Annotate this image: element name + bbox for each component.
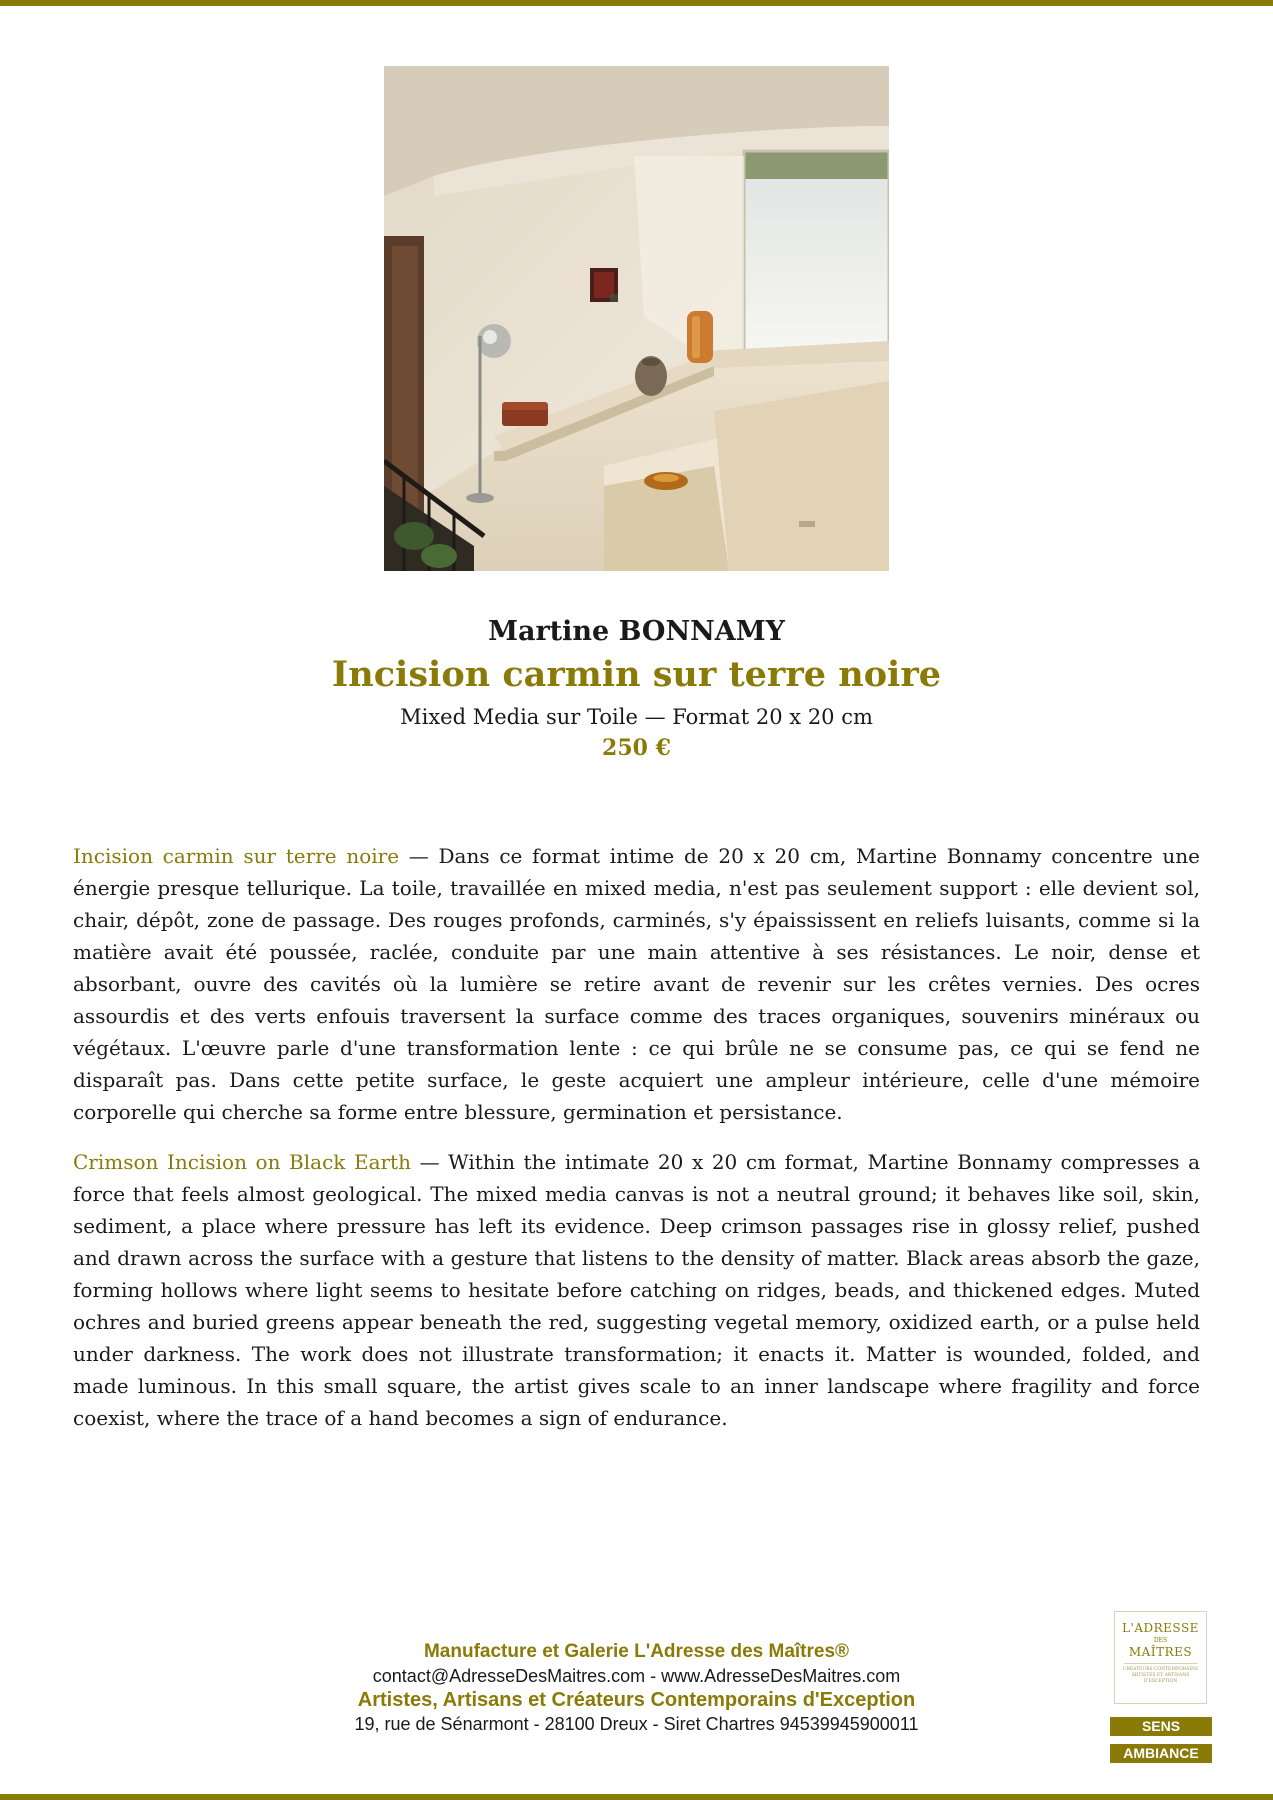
description-fr-text: — Dans ce format intime de 20 x 20 cm, Martine Bonnamy concentre une énergie presque tellurique. La toile, travaillée en mixed media, n'est pas seulement support : elle devient sol, chair, dépôt, zone de passage. Des rouges profonds, carminés, s'y épaississent en reliefs luisants, comme si la matière avait été poussée, raclée, conduite par une main attentive à ses résistances. Le noir, dense et absorbant, ouvre des cavités où la lumière se retire avant de revenir sur les crêtes vernies. Des ocres assourdis et des verts enfouis traversent la surface comme des traces organiques, souvenirs minéraux ou végétaux. L'œuvre parle d'une transformation lente : ce qui brûle ne se consume pas, ce qui se fend ne disparaît pas. Dans cette petite surface, le geste acquiert une ampleur intérieure, celle d'une mémoire corporelle qui cherche sa forme entre blessure, germination et persistance. — [73, 844, 1200, 1124]
badge-ambiance: AMBIANCE — [1110, 1744, 1212, 1763]
artwork-description — [73, 840, 1200, 1452]
bottom-accent-bar — [0, 1794, 1273, 1800]
logo-line-1: L'ADRESSE — [1122, 1621, 1199, 1635]
footer-contact: contact@AdresseDesMaitres.com - www.AdresseDesMaitres.com — [372, 1666, 901, 1686]
logo-line-3: MAÎTRES — [1128, 1645, 1193, 1659]
gallery-logo — [1114, 1611, 1207, 1704]
footer-company: Manufacture et Galerie L'Adresse des Maîtres® — [423, 1641, 850, 1662]
footer-tagline: Artistes, Artisans et Créateurs Contemporains d'Exception — [357, 1689, 916, 1711]
logo-line-4: CRÉATEURS CONTEMPORAINS ARTISTES ET ARTISANS D'EXCEPTION — [1122, 1667, 1199, 1684]
artwork-header — [0, 612, 1273, 764]
artwork-medium: Mixed Media sur Toile — Format 20 x 20 cm — [400, 705, 873, 729]
description-fr-lead: Incision carmin sur terre noire — [73, 844, 400, 868]
description-en-lead: Crimson Incision on Black Earth — [73, 1150, 411, 1174]
artwork-interior-photo — [384, 66, 889, 571]
badge-sens: SENS — [1110, 1717, 1212, 1736]
top-accent-bar — [0, 0, 1273, 6]
description-fr — [73, 840, 1200, 1128]
logo-divider — [1124, 1663, 1198, 1664]
artwork-title: Incision carmin sur terre noire — [331, 654, 942, 695]
logo-line-2: DES — [1153, 1637, 1168, 1644]
gallery-footer — [0, 1640, 1273, 1736]
description-en — [73, 1146, 1200, 1434]
artwork-price: 250 € — [602, 735, 671, 761]
description-en-text: — Within the intimate 20 x 20 cm format, Martine Bonnamy compresses a force that feels almost geological. The mixed media canvas is not a neutral ground; it behaves like soil, skin, sediment, a place where pressure has left its evidence. Deep crimson passages rise in glossy relief, pushed and drawn across the surface with a gesture that listens to the density of matter. Black areas absorb the gaze, forming hollows where light seems to hesitate before catching on ridges, beads, and thickened edges. Muted ochres and buried greens appear beneath the red, suggesting vegetal memory, oxidized earth, or a pulse held under darkness. The work does not illustrate transformation; it enacts it. Matter is wounded, folded, and made luminous. In this small square, the artist gives scale to an inner landscape where fragility and force coexist, where the trace of a hand becomes a sign of endurance. — [73, 1150, 1201, 1430]
artist-name: Martine BONNAMY — [488, 616, 785, 647]
footer-address: 19, rue de Sénarmont - 28100 Dreux - Siret Chartres 94539945900011 — [354, 1714, 919, 1734]
